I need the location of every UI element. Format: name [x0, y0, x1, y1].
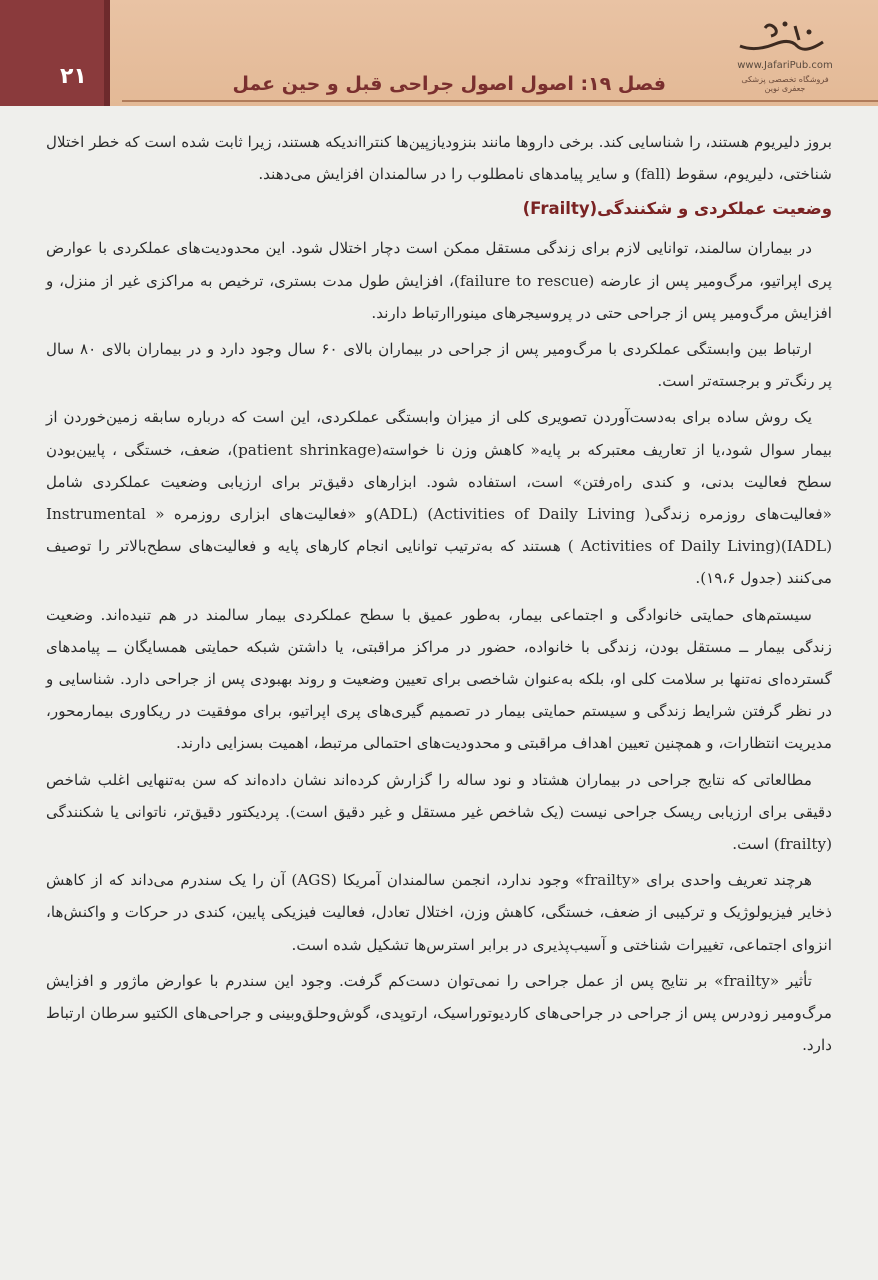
paragraph-2: ارتباط بین وابستگی عملکردی با مرگ‌ومیر پس از جراحی در بیماران بالای ۶۰ سال وجود دارد و در بیماران بالای ۸۰ سال پر رنگ‌تر و برجسته‌تر است.: [46, 340, 832, 391]
page-body: [46, 126, 832, 1065]
header-divider: [122, 100, 878, 102]
logo-url: www.JafariPub.com: [737, 60, 833, 71]
page-number: ۲۱: [60, 64, 87, 89]
paragraph-6: هرچند تعریف واحدی برای «frailty» وجود ندارد، انجمن سالمندان آمریکا (AGS) آن را یک سندرم می‌داند که از کاهش ذخایر فیزیولوژیک و ترکیبی از ضعف، خستگی، کاهش وزن، اختلال تعادل، فعالیت فیزیکی پایین، کندی در حرکات و واکنش‌ها، انزوای اجتماعی، تغییرات شناختی و آسیب‌پذیری در برابر استرس‌ها تشکیل شده است.: [46, 871, 832, 954]
paragraph-1: در بیماران سالمند، توانایی لازم برای زندگی مستقل ممکن است دچار اختلال شود. این محدودیت‌های عملکردی با عوارض پری اپراتیو، مرگ‌ومیر پس از عارضه (failure to rescue)، افزایش طول مدت بستری، ترخیص به مراکزی غیر از منزل، و افزایش مرگ‌ومیر پس از جراحی حتی در پروسیجرهای مینوراارتباط دارند.: [46, 239, 832, 322]
page-number-stripe: [104, 0, 110, 106]
chapter-title: فصل ۱۹: اصول اصول جراحی قبل و حین عمل: [232, 73, 666, 95]
paragraph-4: سیستم‌های حمایتی خانوادگی و اجتماعی بیمار، به‌طور عمیق با سطح عملکردی بیمار سالمند در هم تنیده‌اند. وضعیت زندگی بیمار ــ مستقل بودن، زندگی با خانواده، حضور در مراکز مراقبتی، یا داشتن شبکه حمایتی همسایگان ــ پیامدهای گسترده‌ای نه‌تنها بر سلامت کلی او، بلکه به‌عنوان شاخصی برای تعیین وضعیت و روند بهبودی پس از جراحی دارد. شناسایی و در نظر گرفتن شرایط زندگی و سیستم حمایتی بیمار در تصمیم گیری‌های پری اپراتیو، برای موفقیت در ریکاوری بیمارمحور، مدیریت انتظارات، و همچنین تعیین اهداف مراقبتی و محدودیت‌های احتمالی مرتبط، اهمیت بسزایی دارند.: [46, 605, 832, 753]
paragraph-7: تأثیر «frailty» بر نتایج پس از عمل جراحی را نمی‌توان دست‌کم گرفت. وجود این سندرم با عوارض ماژور و افزایش مرگ‌ومیر زودرس پس از جراحی در جراحی‌های کاردیوتوراسیک، ارتوپدی، گوش‌وحلق‌وبینی و جراحی‌های الکتیو سرطان ارتباط دارد.: [46, 971, 832, 1055]
publisher-logo-icon: [735, 18, 835, 58]
page-number-box: [0, 0, 110, 106]
section-heading: وضعیت عملکردی و شکنندگی(Frailty): [522, 199, 832, 219]
paragraph-0: بروز دلیریوم هستند، را شناسایی کند. برخی داروها مانند بنزودیازپین‌ها کنترااندیکه هستند، زیرا ثابت شده است که خطر اختلال شناختی، دلیریوم، سقوط (fall) و سایر پیامدهای نامطلوب را در سالمندان افزایش می‌دهند.: [46, 133, 832, 184]
logo-subtitle: فروشگاه تخصصی پزشکی جعفری نوین: [741, 75, 829, 93]
paragraph-3: یک روش ساده برای به‌دست‌آوردن تصویری کلی از میزان وابستگی عملکردی، این است که درباره سابقه زمین‌خوردن از بیمار سوال شود،یا از تعاریف معتبرکه بر پایه« کاهش وزن نا خواسته(patient shrinkage)، ضعف، خستگی ، پایین‌بودن سطح فعالیت بدنی، و کندی راه‌رفتن» است، استفاده شود. ابزارهای دقیق‌تر برای ارزیابی وضعیت عملکردی شامل «فعالیت‌های روزمره زندگی( Activities of Daily Living) (ADL)و «فعالیت‌های ابزاری روزمره « Instrumental Activities of Daily Living)(IADL) ) هستند که به‌ترتیب توانایی انجام کارهای پایه و فعالیت‌های سطح‌بالاتر را توصیف می‌کنند (جدول ۱۹،۶).: [46, 408, 833, 588]
publisher-logo: [730, 18, 840, 98]
paragraph-5: مطالعاتی که نتایج جراحی در بیماران هشتاد و نود ساله را گزارش کرده‌اند نشان داده‌اند که سن به‌تنهایی اغلب شاخص دقیقی برای ارزیابی ریسک جراحی نیست (یک شاخص غیر مستقل و غیر دقیق است). پردیکتور دقیق‌تر، ناتوانی یا شکنندگی (frailty) است.: [46, 770, 832, 854]
